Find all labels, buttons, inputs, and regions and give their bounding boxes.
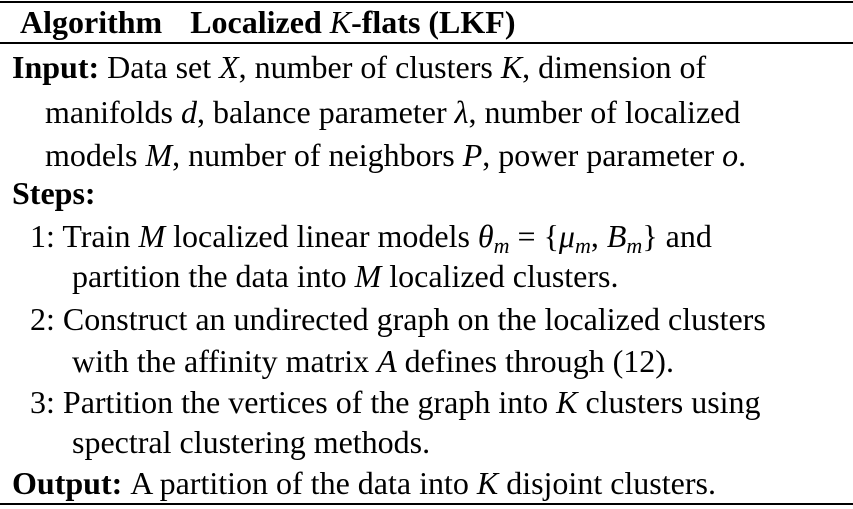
- algorithm-header-label: Algorithm: [20, 4, 163, 40]
- algorithm-title-var: K: [329, 4, 352, 40]
- text-segment: Data set: [107, 49, 220, 85]
- text-segment: clusters using: [577, 384, 761, 420]
- input-line-2: [45, 90, 740, 134]
- text-segment: , power parameter: [482, 137, 723, 173]
- text-segment: manifolds: [45, 94, 181, 130]
- text-segment: 3: Partition the vertices of the graph into: [30, 384, 557, 420]
- step-3-line-2: [72, 420, 430, 464]
- text-segment: defines through (12).: [396, 343, 674, 379]
- steps-label: Steps:: [12, 175, 96, 211]
- text-segment: , dimension of: [522, 49, 707, 85]
- step-2-text-1: [30, 301, 766, 337]
- math-symbol: d: [180, 94, 197, 130]
- text-segment: } and: [642, 218, 712, 254]
- math-symbol: A: [377, 343, 397, 379]
- input-line-3: [45, 133, 746, 177]
- math-symbol: μ: [558, 218, 575, 254]
- step-2-line-1: [30, 297, 766, 341]
- step-3-line-1: [30, 380, 761, 424]
- step-3-text-1: [30, 384, 761, 420]
- math-symbol: m: [626, 233, 643, 258]
- step-1-line-1: [30, 214, 712, 258]
- step-1-text-1: [30, 218, 712, 258]
- math-symbol: λ: [454, 94, 469, 130]
- text-segment: spectral clustering methods.: [72, 424, 431, 460]
- text-segment: disjoint clusters.: [498, 465, 716, 501]
- math-symbol: o: [722, 137, 739, 173]
- input-label: Input:: [12, 49, 100, 85]
- step-1-text-2: [72, 258, 618, 294]
- input-line-1: [12, 45, 706, 89]
- output-line: [12, 461, 716, 505]
- math-symbol: M: [145, 137, 173, 173]
- step-2-text-2: [72, 343, 674, 379]
- algorithm-title-suffix: -flats (LKF): [351, 4, 516, 40]
- step-3-text-2: [72, 424, 430, 460]
- math-symbol: M: [138, 218, 166, 254]
- output-text: [130, 465, 716, 501]
- text-segment: 1: Train: [30, 218, 139, 254]
- text-segment: , number of neighbors: [172, 137, 463, 173]
- text-segment: models: [45, 137, 146, 173]
- text-segment: localized linear models: [165, 218, 478, 254]
- step-1-line-2: [72, 254, 618, 298]
- text-segment: partition the data into: [72, 258, 355, 294]
- math-symbol: θ: [477, 218, 494, 254]
- math-symbol: K: [500, 49, 523, 85]
- text-segment: = {: [509, 218, 559, 254]
- step-2-line-2: [72, 339, 674, 383]
- math-symbol: m: [493, 233, 510, 258]
- text-segment: .: [738, 137, 747, 173]
- text-segment: with the affinity matrix: [72, 343, 378, 379]
- text-segment: ,: [590, 218, 607, 254]
- math-symbol: B: [606, 218, 627, 254]
- math-symbol: X: [219, 49, 239, 85]
- text-segment: A partition of the data into: [130, 465, 477, 501]
- math-symbol: K: [556, 384, 578, 420]
- text-segment: 2: Construct an undirected graph on the localized clusters: [30, 301, 766, 337]
- algorithm-title: [20, 0, 515, 44]
- math-symbol: m: [574, 233, 591, 258]
- math-symbol: P: [462, 137, 483, 173]
- math-symbol: K: [476, 465, 499, 501]
- output-label: Output:: [12, 465, 123, 501]
- text-segment: , number of clusters: [238, 49, 501, 85]
- input-text-3: [45, 137, 746, 173]
- input-text-1: [107, 49, 706, 85]
- text-segment: localized clusters.: [381, 258, 619, 294]
- input-text-2: [45, 94, 740, 130]
- algorithm-title-prefix: Localized: [190, 4, 330, 40]
- math-symbol: M: [354, 258, 382, 294]
- text-segment: , number of localized: [468, 94, 741, 130]
- text-segment: , balance parameter: [196, 94, 455, 130]
